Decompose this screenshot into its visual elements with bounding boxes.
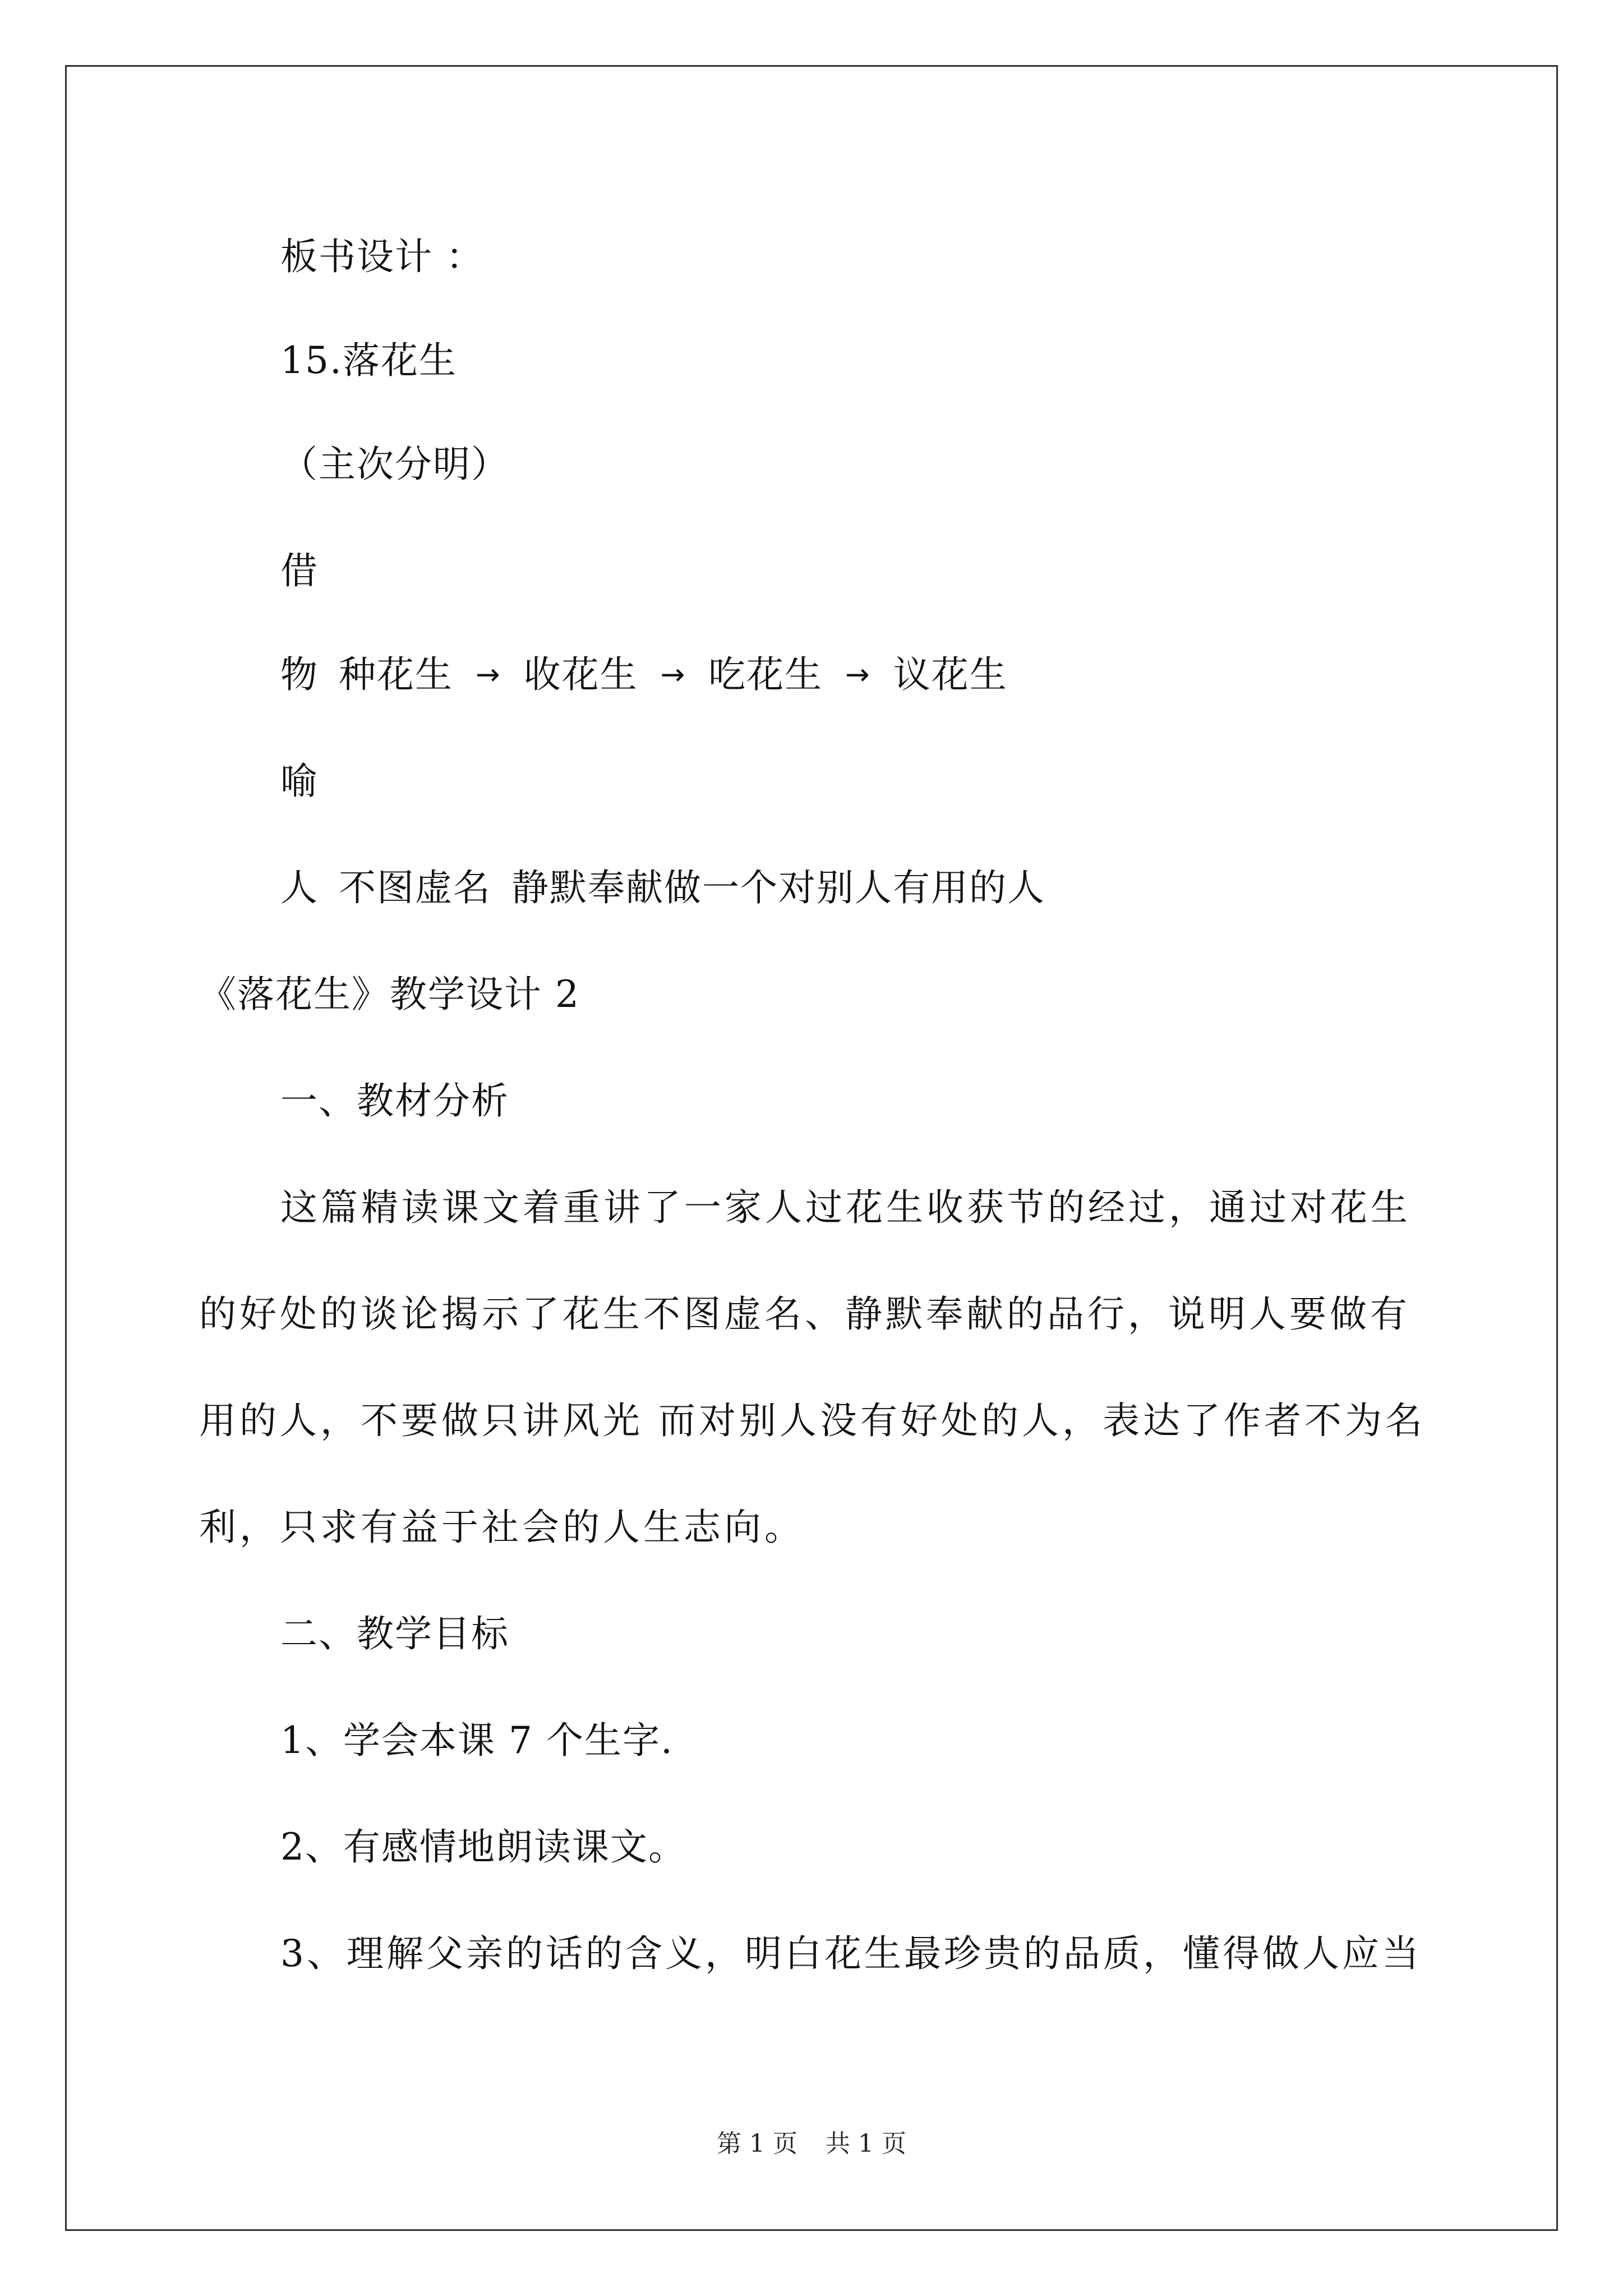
board-char-jie: 借 <box>280 549 319 592</box>
board-heading: 板书设计 ： <box>280 235 484 278</box>
analysis-line-4: 利，只求有益于社会的人生志向。 <box>199 1506 805 1549</box>
page-border <box>65 65 1558 2231</box>
board-meaning-row <box>280 866 1045 909</box>
analysis-line-2: 的好处的谈论揭示了花生不图虚名、静默奉献的品行，说明人要做有 <box>199 1292 1410 1336</box>
analysis-line-3: 用的人，不要做只讲风光 而对别人没有好处的人，表达了作者不为名 <box>199 1399 1426 1442</box>
meaning-part-1: 不图虚名 <box>339 866 491 909</box>
goal-item-2: 2、有感情地朗读课文。 <box>280 1825 686 1869</box>
board-char-yu: 喻 <box>280 760 319 803</box>
lesson-title: 15.落花生 <box>280 339 457 382</box>
board-char-ren: 人 <box>280 866 319 909</box>
page-footer <box>0 2129 1623 2158</box>
goal-item-3: 3、理解父亲的话的含义，明白花生最珍贵的品质，懂得做人应当 <box>280 1932 1422 1975</box>
board-flow-row <box>280 653 1008 696</box>
board-subtitle: （主次分明） <box>280 443 509 486</box>
analysis-heading: 一、教材分析 <box>280 1079 509 1122</box>
flow-step-plant: 种花生 <box>339 653 453 696</box>
board-char-wu: 物 <box>280 653 319 696</box>
arrow-right-icon: → <box>660 658 686 692</box>
flow-step-harvest: 收花生 <box>523 653 638 696</box>
arrow-right-icon: → <box>476 658 501 692</box>
goals-heading: 二、教学目标 <box>280 1612 509 1655</box>
meaning-part-2: 静默奉献做一个对别人有用的人 <box>511 866 1045 909</box>
arrow-right-icon: → <box>845 658 871 692</box>
page-number: 第 1 页 <box>717 2129 797 2158</box>
section-title: 《落花生》教学设计 2 <box>199 973 580 1016</box>
analysis-line-1: 这篇精读课文着重讲了一家人过花生收获节的经过，通过对花生 <box>280 1186 1411 1229</box>
flow-step-eat: 吃花生 <box>708 653 823 696</box>
goal-item-1: 1、学会本课 7 个生字. <box>280 1719 674 1762</box>
flow-step-discuss: 议花生 <box>893 653 1008 696</box>
page-total: 共 1 页 <box>826 2129 906 2158</box>
